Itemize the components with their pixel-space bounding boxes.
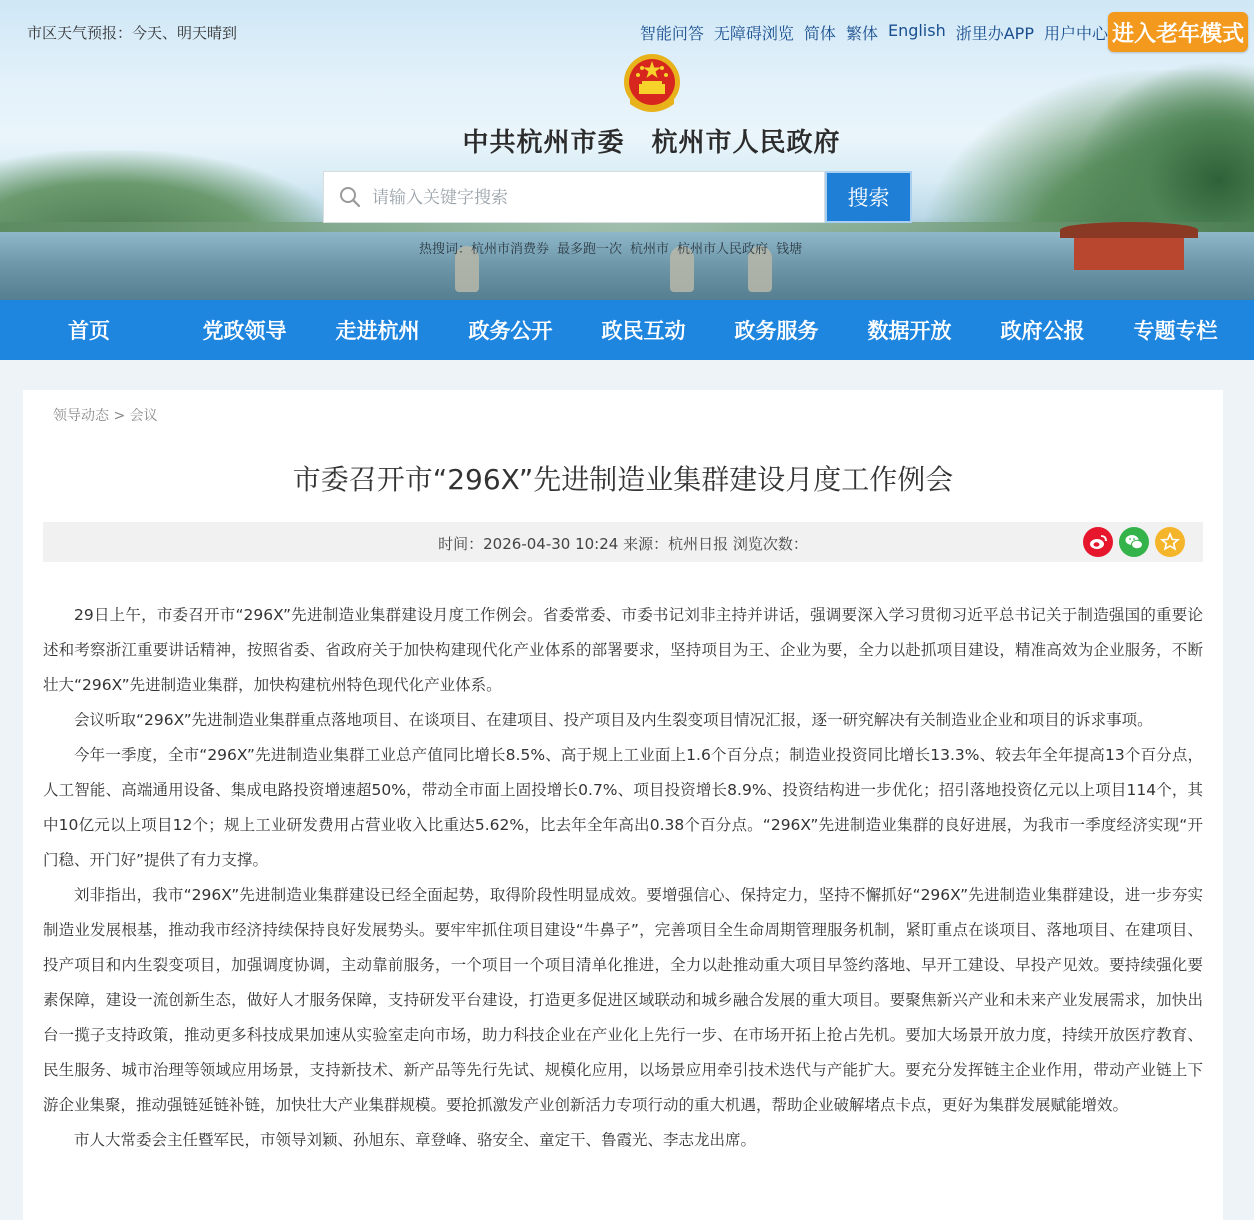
top-link-zlb-app[interactable]: 浙里办APP (955, 24, 1034, 43)
top-links (640, 21, 1108, 44)
breadcrumb-level1[interactable]: 领导动态 (53, 408, 109, 424)
nav-item-special-topics[interactable]: 专题专栏 (1133, 319, 1218, 343)
hotword-item[interactable]: 最多跑一次 (557, 242, 623, 257)
share-wechat-button[interactable] (1119, 527, 1149, 557)
nav-item-interaction[interactable]: 政民互动 (601, 319, 686, 343)
article-title: 市委召开市“296X”先进制造业集群建设月度工作例会 (292, 463, 954, 496)
nav-item-gazette[interactable]: 政府公报 (1000, 319, 1085, 343)
search-input[interactable] (370, 182, 814, 214)
hotword-item[interactable]: 钱塘 (776, 242, 803, 257)
nav-item-about-hangzhou[interactable]: 走进杭州 (335, 319, 420, 343)
weibo-icon (1088, 532, 1108, 552)
search-button[interactable]: 搜索 (825, 171, 912, 223)
nav-item-open-data[interactable]: 数据开放 (867, 319, 952, 343)
hotword-item[interactable]: 杭州市人民政府 (677, 242, 769, 257)
top-link-smart-qa[interactable]: 智能问答 (639, 24, 704, 43)
main-nav (0, 300, 1254, 360)
search-box (323, 171, 825, 223)
national-emblem-icon (622, 52, 682, 116)
hot-search-words (419, 238, 802, 257)
elder-mode-button[interactable]: 进入老年模式 (1108, 12, 1248, 52)
article-paragraph: 29日上午，市委召开市“296X”先进制造业集群建设月度工作例会。省委常委、市委书记刘非主持并讲话，强调要深入学习贯彻习近平总书记关于制造强国的重要论述和考察浙江重要讲话精神，按照省委、省政府关于加快构建现代化产业体系的部署要求，坚持项目为王、企业为要，全力以赴抓项目建设，精准高效为企业服务，不断壮大“296X”先进制造业集群，加快构建杭州特色现代化产业体系。 (43, 606, 1203, 694)
breadcrumb-separator: > (113, 408, 126, 424)
article-meta-bar (43, 522, 1203, 562)
top-link-simplified[interactable]: 简体 (803, 24, 836, 43)
favorite-icon (1160, 532, 1180, 552)
top-link-traditional[interactable]: 繁体 (845, 24, 878, 43)
article-container (23, 390, 1223, 1220)
weather-forecast: 市区天气预报：今天、明天晴到 (27, 24, 238, 42)
article-body (43, 598, 1203, 1158)
top-link-accessibility[interactable]: 无障碍浏览 (713, 24, 794, 43)
hotword-item[interactable]: 热搜词：杭州市消费券 (419, 242, 550, 257)
site-title: 中共杭州市委 杭州市人民政府 (462, 128, 841, 158)
hotword-item[interactable]: 杭州市 (630, 242, 670, 257)
nav-item-gov-services[interactable]: 政务服务 (734, 319, 819, 343)
nav-item-leadership[interactable]: 党政领导 (202, 319, 287, 343)
top-link-english[interactable]: English (887, 21, 946, 40)
favorite-button[interactable] (1155, 527, 1185, 557)
article-paragraph: 市人大常委会主任暨军民，市领导刘颖、孙旭东、章登峰、骆安全、童定干、鲁霞光、李志龙出席。 (74, 1131, 757, 1149)
search-icon (338, 185, 362, 209)
breadcrumb (53, 405, 158, 425)
breadcrumb-level2[interactable]: 会议 (129, 408, 158, 424)
article-paragraph: 会议听取“296X”先进制造业集群重点落地项目、在谈项目、在建项目、投产项目及内生裂变项目情况汇报，逐一研究解决有关制造业企业和项目的诉求事项。 (74, 711, 1153, 729)
share-weibo-button[interactable] (1083, 527, 1113, 557)
nav-item-home[interactable]: 首页 (68, 319, 110, 343)
article-paragraph: 刘非指出，我市“296X”先进制造业集群建设已经全面起势，取得阶段性明显成效。要增强信心、保持定力，坚持不懈抓好“296X”先进制造业集群建设，进一步夯实制造业发展根基，推动我市经济持续保持良好发展势头。要牢牢抓住项目建设“牛鼻子”，完善项目全生命周期管理服务机制，紧盯重点在谈项目、落地项目、在建项目、投产项目和内生裂变项目，加强调度协调，主动靠前服务，一个项目一个项目清单化推进，全力以赴推动重大项目早签约落地、早开工建设、早投产见效。要持续强化要素保障，建设一流创新生态，做好人才服务保障，支持研发平台建设，打造更多促进区域联动和城乡融合发展的重大项目。要聚焦新兴产业和未来产业发展需求，加快出台一揽子支持政策，推动更多科技成果加速从实验室走向市场，助力科技企业在产业化上先行一步、在市场开拓上抢占先机。要加大场景开放力度，持续开放医疗教育、民生服务、城市治理等领域应用场景，支持新技术、新产品等先行先试、规模化应用，以场景应用牵引技术迭代与产能扩大。要充分发挥链主企业作用，带动产业链上下游企业集聚，推动强链延链补链，加快壮大产业集群规模。要抢抓激发产业创新活力专项行动的重大机遇，帮助企业破解堵点卡点，更好为集群发展赋能增效。 (43, 886, 1203, 1114)
header-banner (0, 0, 1254, 300)
top-link-user-center[interactable]: 用户中心 (1043, 24, 1108, 43)
banner-pavilion-boat (1074, 236, 1184, 270)
wechat-icon (1124, 532, 1144, 552)
article-paragraph: 今年一季度，全市“296X”先进制造业集群工业总产值同比增长8.5%、高于规上工业面上1.6个百分点；制造业投资同比增长13.3%、较去年全年提高13个百分点，人工智能、高端通用设备、集成电路投资增速超50%，带动全市面上固投增长0.7%、项目投资增长8.9%、投资结构进一步优化；招引落地投资亿元以上项目114个，其中10亿元以上项目12个；规上工业研发费用占营业收入比重达5.62%，比去年全年高出0.38个百分点。“296X”先进制造业集群的良好进展，为我市一季度经济实现“开门稳、开门好”提供了有力支撑。 (43, 746, 1203, 869)
nav-item-gov-affairs[interactable]: 政务公开 (468, 319, 553, 343)
article-meta: 时间：2026-04-30 10:24 来源：杭州日报 浏览次数： (438, 535, 808, 553)
